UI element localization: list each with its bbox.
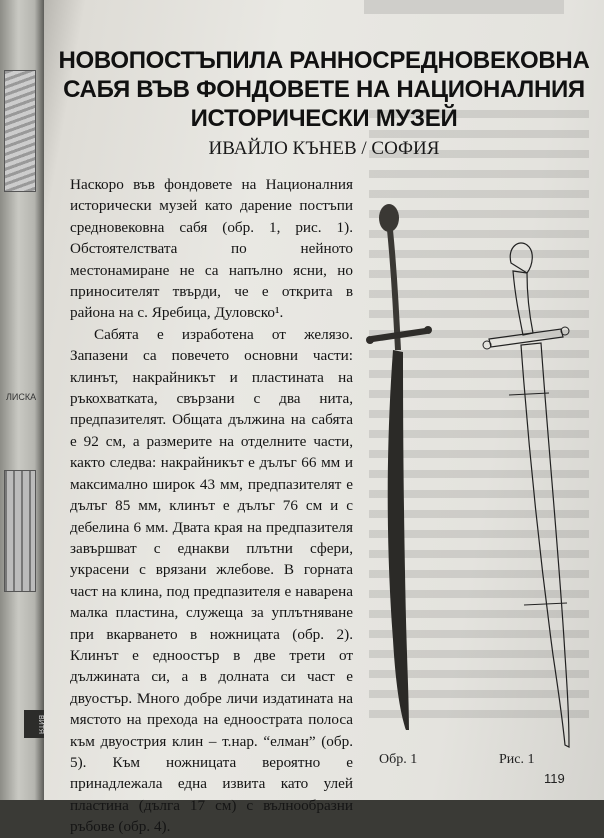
article-page — [44, 0, 604, 836]
sabre-pommel — [379, 204, 399, 232]
left-page-illustration — [4, 70, 36, 192]
article-title: НОВОПОСТЪПИЛА РАННОСРЕДНОВЕКОВНА САБЯ ВЪВ ФОНДОВЕТЕ НА НАЦИОНАЛНИЯ ИСТОРИЧЕСКИ МУЗЕЙ — [58, 47, 590, 133]
sabre-blade — [388, 350, 409, 730]
drawing-caption: Рис. 1 — [499, 752, 535, 767]
drawing-grip — [513, 271, 533, 335]
drawing-pommel — [510, 243, 532, 273]
left-page-caption: ЛИСКА — [6, 392, 37, 402]
left-page-edge — [0, 0, 46, 800]
drawing-section-mark — [509, 393, 549, 395]
drawing-guard-sphere — [483, 341, 491, 349]
article-author: ИВАЙЛО КЪНЕВ / СОФИЯ — [208, 138, 440, 159]
crossguard-sphere — [366, 336, 374, 344]
sabre-drawing — [449, 235, 599, 755]
crossguard-sphere — [424, 326, 432, 334]
bleed-through-header — [364, 0, 564, 14]
drawing-blade-outline — [521, 343, 569, 747]
left-page-tag: ВИТЯ — [24, 710, 44, 738]
paragraph-description: Сабята е изработена от желязо. Запазени са повечето основни части: клинът, накрайникът и пластината на ръкохватката, свързани с два нита, предпазителят. Общата дължина на сабята е 92 см, а размерите на отделните части, както следва: накрайникът е дълъг 66 мм и максимално широк 43 мм, предпазителят е дълъг 85 мм, клинът е дълъг 76 см и с дебелина 6 мм. Двата края на предпазителя завършват с еднакви плътни сфери, украсени с врязани жлебове. В горната част на клина, под предпазителя е наварена малка пластина, служеща за уплътняване при вкарването в ножницата (обр. 2). Клинът е едноостър в две трети от дължината си, а в долната си част е двуостър. Много добре личи издатината на мястото на прехода на едноострата полоса към двуострия клин – т.нар. “елман” (обр. 5). Към ножницата вероятно е принадлежала една извита като улей пластина (дълга 17 см) с вълнообразни ръбове (обр. 4). — [70, 325, 353, 836]
drawing-section-mark — [524, 603, 567, 605]
paragraph-intro: Наскоро във фондовете на Националния исторически музей като дарение постъпи средновековна сабя (обр. 1, рис. 1). Обстоятелствата по нейното местонамиране не са напълно ясни, но приносителят твърди, че е открита в района на с. Яребица, Дуловско¹. — [70, 176, 353, 322]
photo-caption: Обр. 1 — [379, 752, 418, 767]
text-column — [70, 174, 353, 838]
page-number: 119 — [544, 771, 565, 786]
left-page-illustration — [4, 470, 36, 592]
sabre-photo — [349, 200, 459, 740]
drawing-guard-sphere — [561, 327, 569, 335]
